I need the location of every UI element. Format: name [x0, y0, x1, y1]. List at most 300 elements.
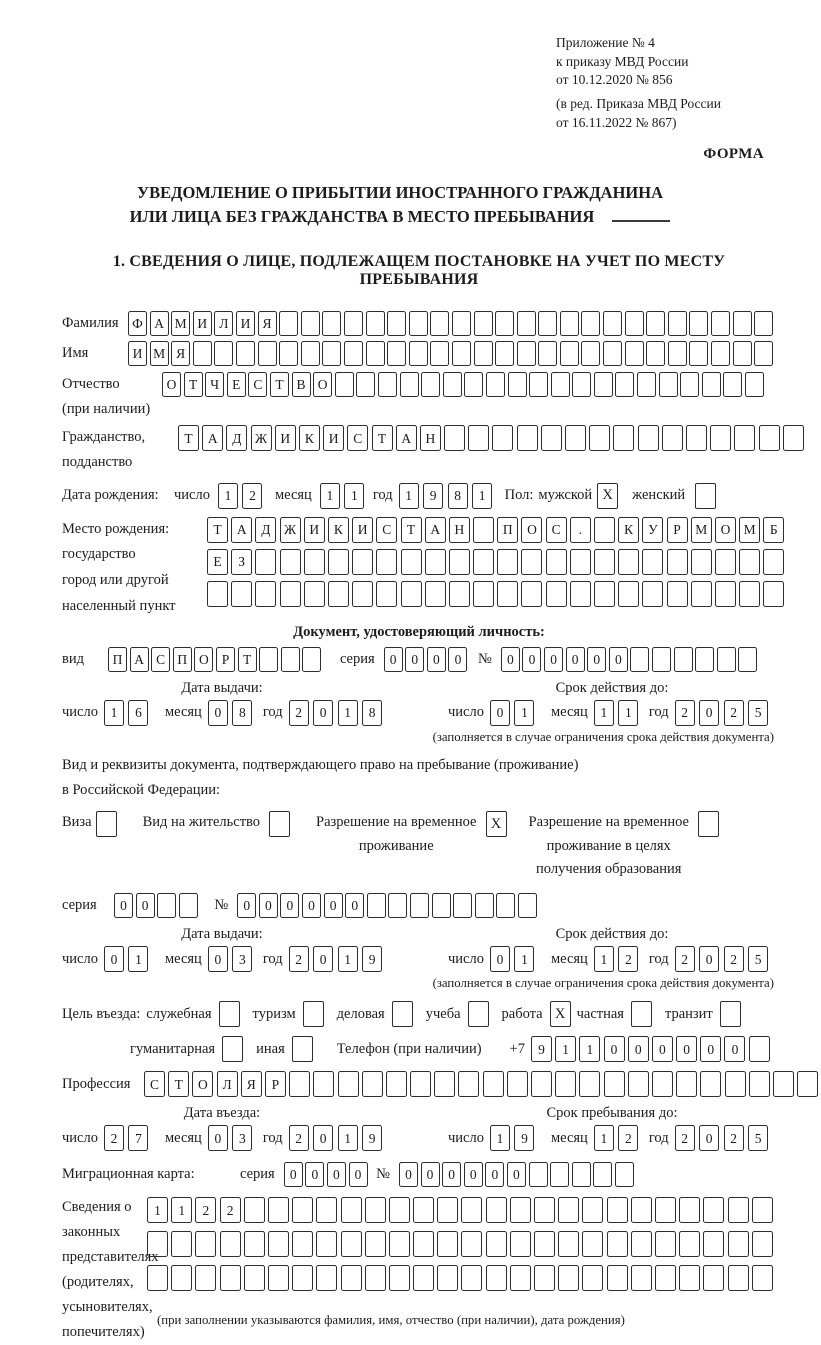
form-cell[interactable] — [728, 1197, 749, 1223]
form-cell[interactable]: К — [299, 425, 320, 451]
form-cell[interactable] — [572, 1162, 591, 1187]
form-cell[interactable] — [739, 581, 760, 607]
form-cell[interactable] — [437, 1265, 458, 1291]
form-cell[interactable]: 0 — [305, 1162, 324, 1187]
purpose-private-checkbox[interactable] — [631, 1001, 652, 1027]
form-cell[interactable] — [589, 425, 610, 451]
form-cell[interactable] — [313, 1071, 334, 1097]
form-cell[interactable] — [461, 1265, 482, 1291]
form-cell[interactable]: 0 — [724, 1036, 745, 1062]
form-cell[interactable] — [517, 341, 536, 366]
form-cell[interactable]: Т — [207, 517, 228, 543]
form-cell[interactable] — [430, 341, 449, 366]
form-cell[interactable] — [628, 1071, 649, 1097]
form-cell[interactable] — [437, 1231, 458, 1257]
form-cell[interactable] — [615, 1162, 634, 1187]
form-cell[interactable] — [603, 341, 622, 366]
form-cell[interactable] — [452, 341, 471, 366]
form-cell[interactable]: 0 — [208, 946, 228, 972]
form-cell[interactable] — [244, 1231, 265, 1257]
form-cell[interactable]: 0 — [345, 893, 364, 918]
form-cell[interactable] — [572, 372, 591, 397]
form-cell[interactable] — [529, 372, 548, 397]
entry-month-cells[interactable] — [208, 1125, 257, 1151]
form-cell[interactable] — [147, 1265, 168, 1291]
form-cell[interactable] — [531, 1071, 552, 1097]
temp-residence-checkbox[interactable]: X — [486, 811, 507, 837]
form-cell[interactable]: Т — [270, 372, 289, 397]
form-cell[interactable] — [579, 1071, 600, 1097]
form-cell[interactable] — [316, 1231, 337, 1257]
form-cell[interactable] — [534, 1265, 555, 1291]
form-cell[interactable] — [570, 549, 591, 575]
form-cell[interactable]: И — [275, 425, 296, 451]
migcard-series-cells[interactable] — [284, 1162, 370, 1187]
purpose-work-checkbox[interactable]: X — [550, 1001, 571, 1027]
visa-checkbox[interactable] — [96, 811, 117, 837]
res-series-cells[interactable] — [114, 893, 200, 918]
res-valid-month-cells[interactable] — [594, 946, 643, 972]
form-cell[interactable] — [356, 372, 375, 397]
form-cell[interactable] — [410, 893, 429, 918]
form-cell[interactable] — [734, 425, 755, 451]
form-cell[interactable] — [510, 1231, 531, 1257]
form-cell[interactable] — [667, 549, 688, 575]
form-cell[interactable] — [452, 311, 471, 336]
form-cell[interactable] — [676, 1071, 697, 1097]
form-cell[interactable]: 1 — [128, 946, 148, 972]
form-cell[interactable]: 0 — [544, 647, 563, 672]
form-cell[interactable] — [570, 581, 591, 607]
form-cell[interactable] — [302, 647, 321, 672]
form-cell[interactable]: 1 — [594, 1125, 614, 1151]
form-cell[interactable]: 0 — [237, 893, 256, 918]
form-cell[interactable]: 0 — [327, 1162, 346, 1187]
form-cell[interactable]: 1 — [594, 700, 614, 726]
form-cell[interactable]: 8 — [362, 700, 382, 726]
form-cell[interactable] — [752, 1197, 773, 1223]
form-cell[interactable]: 1 — [171, 1197, 192, 1223]
form-cell[interactable] — [453, 893, 472, 918]
form-cell[interactable]: 0 — [208, 700, 228, 726]
form-cell[interactable]: Е — [227, 372, 246, 397]
form-cell[interactable] — [711, 341, 730, 366]
form-cell[interactable] — [328, 549, 349, 575]
form-cell[interactable] — [268, 1265, 289, 1291]
form-cell[interactable] — [607, 1231, 628, 1257]
birthdate-year-cells[interactable] — [399, 483, 497, 509]
form-cell[interactable] — [171, 1231, 192, 1257]
form-cell[interactable]: 0 — [448, 647, 467, 672]
form-cell[interactable]: И — [128, 341, 147, 366]
form-cell[interactable] — [378, 372, 397, 397]
form-cell[interactable] — [292, 1231, 313, 1257]
stay-month-cells[interactable] — [594, 1125, 643, 1151]
form-cell[interactable] — [195, 1265, 216, 1291]
form-cell[interactable] — [387, 311, 406, 336]
form-cell[interactable] — [538, 311, 557, 336]
form-cell[interactable]: 0 — [442, 1162, 461, 1187]
form-cell[interactable]: П — [497, 517, 518, 543]
form-cell[interactable]: 0 — [485, 1162, 504, 1187]
form-cell[interactable] — [510, 1197, 531, 1223]
form-cell[interactable] — [728, 1231, 749, 1257]
form-cell[interactable] — [565, 425, 586, 451]
form-cell[interactable]: 0 — [208, 1125, 228, 1151]
form-cell[interactable] — [615, 372, 634, 397]
form-cell[interactable] — [593, 1162, 612, 1187]
form-cell[interactable] — [301, 341, 320, 366]
form-cell[interactable] — [171, 1265, 192, 1291]
form-cell[interactable]: 2 — [289, 1125, 309, 1151]
form-cell[interactable]: 7 — [128, 1125, 148, 1151]
form-cell[interactable]: 0 — [104, 946, 124, 972]
form-cell[interactable] — [401, 581, 422, 607]
form-cell[interactable]: А — [150, 311, 169, 336]
form-cell[interactable]: 2 — [220, 1197, 241, 1223]
form-cell[interactable]: З — [231, 549, 252, 575]
form-cell[interactable] — [618, 549, 639, 575]
form-cell[interactable] — [486, 1197, 507, 1223]
form-cell[interactable]: 3 — [232, 1125, 252, 1151]
form-cell[interactable] — [473, 517, 494, 543]
form-cell[interactable]: С — [151, 647, 170, 672]
form-cell[interactable] — [668, 341, 687, 366]
form-cell[interactable]: Р — [265, 1071, 286, 1097]
form-cell[interactable] — [496, 893, 515, 918]
form-cell[interactable] — [289, 1071, 310, 1097]
form-cell[interactable] — [147, 1231, 168, 1257]
form-cell[interactable]: 1 — [320, 483, 340, 509]
form-cell[interactable]: И — [323, 425, 344, 451]
form-cell[interactable] — [280, 581, 301, 607]
form-cell[interactable] — [376, 549, 397, 575]
form-cell[interactable] — [434, 1071, 455, 1097]
form-cell[interactable]: 2 — [289, 946, 309, 972]
form-cell[interactable] — [413, 1231, 434, 1257]
form-cell[interactable] — [558, 1197, 579, 1223]
form-cell[interactable]: 8 — [448, 483, 468, 509]
form-cell[interactable] — [376, 581, 397, 607]
form-cell[interactable]: О — [715, 517, 736, 543]
form-cell[interactable]: М — [739, 517, 760, 543]
form-cell[interactable]: 8 — [232, 700, 252, 726]
form-cell[interactable]: 1 — [618, 700, 638, 726]
reps-cells-row1[interactable] — [147, 1197, 776, 1223]
purpose-commercial-checkbox[interactable] — [392, 1001, 413, 1027]
form-cell[interactable]: М — [691, 517, 712, 543]
form-cell[interactable] — [179, 893, 198, 918]
form-cell[interactable]: 9 — [362, 946, 382, 972]
form-cell[interactable] — [752, 1231, 773, 1257]
form-cell[interactable]: Ж — [280, 517, 301, 543]
form-cell[interactable] — [618, 581, 639, 607]
form-cell[interactable] — [344, 311, 363, 336]
form-cell[interactable] — [625, 341, 644, 366]
form-cell[interactable] — [725, 1071, 746, 1097]
form-cell[interactable] — [546, 549, 567, 575]
form-cell[interactable]: 0 — [507, 1162, 526, 1187]
entry-day-cells[interactable] — [104, 1125, 153, 1151]
purpose-study-checkbox[interactable] — [468, 1001, 489, 1027]
valid-day-cells[interactable] — [490, 700, 539, 726]
form-cell[interactable]: 5 — [748, 1125, 768, 1151]
form-cell[interactable] — [607, 1265, 628, 1291]
form-cell[interactable] — [335, 372, 354, 397]
form-cell[interactable] — [316, 1197, 337, 1223]
form-cell[interactable] — [717, 647, 736, 672]
form-cell[interactable] — [550, 1162, 569, 1187]
phone-cells[interactable] — [531, 1036, 773, 1062]
form-cell[interactable]: 0 — [313, 946, 333, 972]
form-cell[interactable] — [631, 1231, 652, 1257]
form-cell[interactable] — [728, 1265, 749, 1291]
form-cell[interactable]: 0 — [464, 1162, 483, 1187]
form-cell[interactable]: 2 — [675, 700, 695, 726]
form-cell[interactable]: 0 — [676, 1036, 697, 1062]
form-cell[interactable]: Е — [207, 549, 228, 575]
form-cell[interactable]: 1 — [514, 946, 534, 972]
form-cell[interactable]: М — [150, 341, 169, 366]
form-cell[interactable]: 1 — [472, 483, 492, 509]
form-cell[interactable]: 2 — [104, 1125, 124, 1151]
form-cell[interactable]: 2 — [618, 946, 638, 972]
form-cell[interactable] — [529, 1162, 548, 1187]
form-cell[interactable] — [652, 1071, 673, 1097]
form-cell[interactable]: И — [304, 517, 325, 543]
birthplace-cells-row3[interactable] — [207, 581, 788, 607]
form-cell[interactable] — [631, 1265, 652, 1291]
form-cell[interactable] — [631, 1197, 652, 1223]
form-cell[interactable] — [341, 1265, 362, 1291]
form-cell[interactable] — [754, 341, 773, 366]
res-number-cells[interactable] — [237, 893, 539, 918]
form-cell[interactable] — [389, 1231, 410, 1257]
form-cell[interactable]: 2 — [724, 700, 744, 726]
form-cell[interactable] — [220, 1265, 241, 1291]
form-cell[interactable] — [715, 581, 736, 607]
form-cell[interactable] — [555, 1071, 576, 1097]
form-cell[interactable] — [195, 1231, 216, 1257]
form-cell[interactable] — [594, 549, 615, 575]
name-cells[interactable] — [128, 341, 776, 366]
form-cell[interactable]: 2 — [675, 1125, 695, 1151]
form-cell[interactable] — [763, 549, 784, 575]
birthplace-cells-row2[interactable] — [207, 549, 788, 575]
form-cell[interactable]: С — [376, 517, 397, 543]
form-cell[interactable] — [668, 311, 687, 336]
purpose-humanitarian-checkbox[interactable] — [222, 1036, 243, 1062]
stay-day-cells[interactable] — [490, 1125, 539, 1151]
edu-residence-checkbox[interactable] — [698, 811, 719, 837]
form-cell[interactable] — [220, 1231, 241, 1257]
form-cell[interactable] — [702, 372, 721, 397]
form-cell[interactable] — [783, 425, 804, 451]
form-cell[interactable] — [558, 1265, 579, 1291]
form-cell[interactable] — [521, 581, 542, 607]
form-cell[interactable] — [655, 1197, 676, 1223]
form-cell[interactable]: 0 — [302, 893, 321, 918]
form-cell[interactable]: 9 — [514, 1125, 534, 1151]
form-cell[interactable]: 0 — [259, 893, 278, 918]
form-cell[interactable] — [508, 372, 527, 397]
form-cell[interactable] — [258, 341, 277, 366]
form-cell[interactable]: 1 — [338, 1125, 358, 1151]
form-cell[interactable]: 2 — [289, 700, 309, 726]
form-cell[interactable] — [773, 1071, 794, 1097]
purpose-tourism-checkbox[interactable] — [303, 1001, 324, 1027]
form-cell[interactable] — [410, 1071, 431, 1097]
form-cell[interactable]: О — [162, 372, 181, 397]
form-cell[interactable] — [207, 581, 228, 607]
entry-year-cells[interactable] — [289, 1125, 387, 1151]
form-cell[interactable]: А — [231, 517, 252, 543]
form-cell[interactable] — [763, 581, 784, 607]
form-cell[interactable] — [279, 341, 298, 366]
form-cell[interactable] — [607, 1197, 628, 1223]
form-cell[interactable] — [430, 311, 449, 336]
form-cell[interactable] — [642, 549, 663, 575]
form-cell[interactable]: 0 — [405, 647, 424, 672]
form-cell[interactable] — [473, 581, 494, 607]
form-cell[interactable]: У — [642, 517, 663, 543]
form-cell[interactable] — [679, 1265, 700, 1291]
doc-number-cells[interactable] — [501, 647, 760, 672]
form-cell[interactable] — [244, 1197, 265, 1223]
form-cell[interactable] — [497, 549, 518, 575]
res-issue-month-cells[interactable] — [208, 946, 257, 972]
form-cell[interactable]: А — [425, 517, 446, 543]
form-cell[interactable] — [603, 311, 622, 336]
form-cell[interactable] — [594, 517, 615, 543]
form-cell[interactable] — [280, 549, 301, 575]
form-cell[interactable]: В — [292, 372, 311, 397]
valid-year-cells[interactable] — [675, 700, 773, 726]
form-cell[interactable] — [304, 549, 325, 575]
form-cell[interactable] — [388, 893, 407, 918]
form-cell[interactable] — [341, 1231, 362, 1257]
form-cell[interactable] — [409, 311, 428, 336]
form-cell[interactable] — [715, 549, 736, 575]
res-issue-year-cells[interactable] — [289, 946, 387, 972]
form-cell[interactable] — [637, 372, 656, 397]
form-cell[interactable] — [401, 549, 422, 575]
form-cell[interactable] — [745, 372, 764, 397]
form-cell[interactable]: 2 — [195, 1197, 216, 1223]
form-cell[interactable]: А — [202, 425, 223, 451]
form-cell[interactable] — [344, 341, 363, 366]
form-cell[interactable] — [733, 341, 752, 366]
birthplace-cells-row1[interactable] — [207, 517, 788, 543]
form-cell[interactable] — [630, 647, 649, 672]
form-cell[interactable]: Т — [168, 1071, 189, 1097]
form-cell[interactable] — [425, 581, 446, 607]
form-cell[interactable]: 1 — [555, 1036, 576, 1062]
form-cell[interactable]: С — [347, 425, 368, 451]
res-valid-year-cells[interactable] — [675, 946, 773, 972]
form-cell[interactable] — [507, 1071, 528, 1097]
form-cell[interactable] — [365, 1197, 386, 1223]
form-cell[interactable] — [518, 893, 537, 918]
form-cell[interactable]: П — [108, 647, 127, 672]
form-cell[interactable] — [495, 341, 514, 366]
form-cell[interactable]: С — [144, 1071, 165, 1097]
res-issue-day-cells[interactable] — [104, 946, 153, 972]
form-cell[interactable]: О — [313, 372, 332, 397]
form-cell[interactable]: 0 — [700, 1036, 721, 1062]
form-cell[interactable]: 0 — [136, 893, 155, 918]
form-cell[interactable]: 0 — [604, 1036, 625, 1062]
form-cell[interactable] — [387, 341, 406, 366]
form-cell[interactable]: И — [352, 517, 373, 543]
form-cell[interactable]: Б — [763, 517, 784, 543]
form-cell[interactable] — [362, 1071, 383, 1097]
form-cell[interactable]: 0 — [652, 1036, 673, 1062]
form-cell[interactable] — [449, 549, 470, 575]
form-cell[interactable]: 0 — [587, 647, 606, 672]
res-valid-day-cells[interactable] — [490, 946, 539, 972]
form-cell[interactable]: Д — [226, 425, 247, 451]
form-cell[interactable] — [691, 581, 712, 607]
form-cell[interactable] — [521, 549, 542, 575]
form-cell[interactable]: 0 — [566, 647, 585, 672]
form-cell[interactable] — [558, 1231, 579, 1257]
form-cell[interactable] — [538, 341, 557, 366]
form-cell[interactable] — [695, 647, 714, 672]
form-cell[interactable]: 5 — [748, 946, 768, 972]
form-cell[interactable]: 1 — [218, 483, 238, 509]
form-cell[interactable] — [464, 372, 483, 397]
form-cell[interactable] — [582, 1265, 603, 1291]
form-cell[interactable] — [560, 311, 579, 336]
form-cell[interactable] — [352, 549, 373, 575]
form-cell[interactable] — [581, 311, 600, 336]
form-cell[interactable] — [582, 1197, 603, 1223]
form-cell[interactable] — [365, 1231, 386, 1257]
form-cell[interactable] — [366, 311, 385, 336]
valid-month-cells[interactable] — [594, 700, 643, 726]
form-cell[interactable]: Т — [184, 372, 203, 397]
form-cell[interactable]: 9 — [531, 1036, 552, 1062]
form-cell[interactable] — [244, 1265, 265, 1291]
form-cell[interactable]: 1 — [338, 700, 358, 726]
residence-permit-checkbox[interactable] — [269, 811, 290, 837]
form-cell[interactable] — [236, 341, 255, 366]
form-cell[interactable]: 1 — [594, 946, 614, 972]
form-cell[interactable]: 1 — [514, 700, 534, 726]
form-cell[interactable] — [686, 425, 707, 451]
form-cell[interactable] — [316, 1265, 337, 1291]
form-cell[interactable]: 0 — [349, 1162, 368, 1187]
form-cell[interactable]: 2 — [675, 946, 695, 972]
form-cell[interactable] — [625, 311, 644, 336]
form-cell[interactable]: 2 — [724, 1125, 744, 1151]
form-cell[interactable] — [700, 1071, 721, 1097]
form-cell[interactable] — [667, 581, 688, 607]
form-cell[interactable] — [338, 1071, 359, 1097]
form-cell[interactable] — [642, 581, 663, 607]
form-cell[interactable] — [759, 425, 780, 451]
form-cell[interactable] — [674, 647, 693, 672]
form-cell[interactable] — [193, 341, 212, 366]
form-cell[interactable] — [214, 341, 233, 366]
form-cell[interactable] — [468, 425, 489, 451]
form-cell[interactable]: 0 — [324, 893, 343, 918]
form-cell[interactable]: Н — [420, 425, 441, 451]
form-cell[interactable]: 9 — [423, 483, 443, 509]
form-cell[interactable] — [279, 311, 298, 336]
birthdate-month-cells[interactable] — [320, 483, 369, 509]
